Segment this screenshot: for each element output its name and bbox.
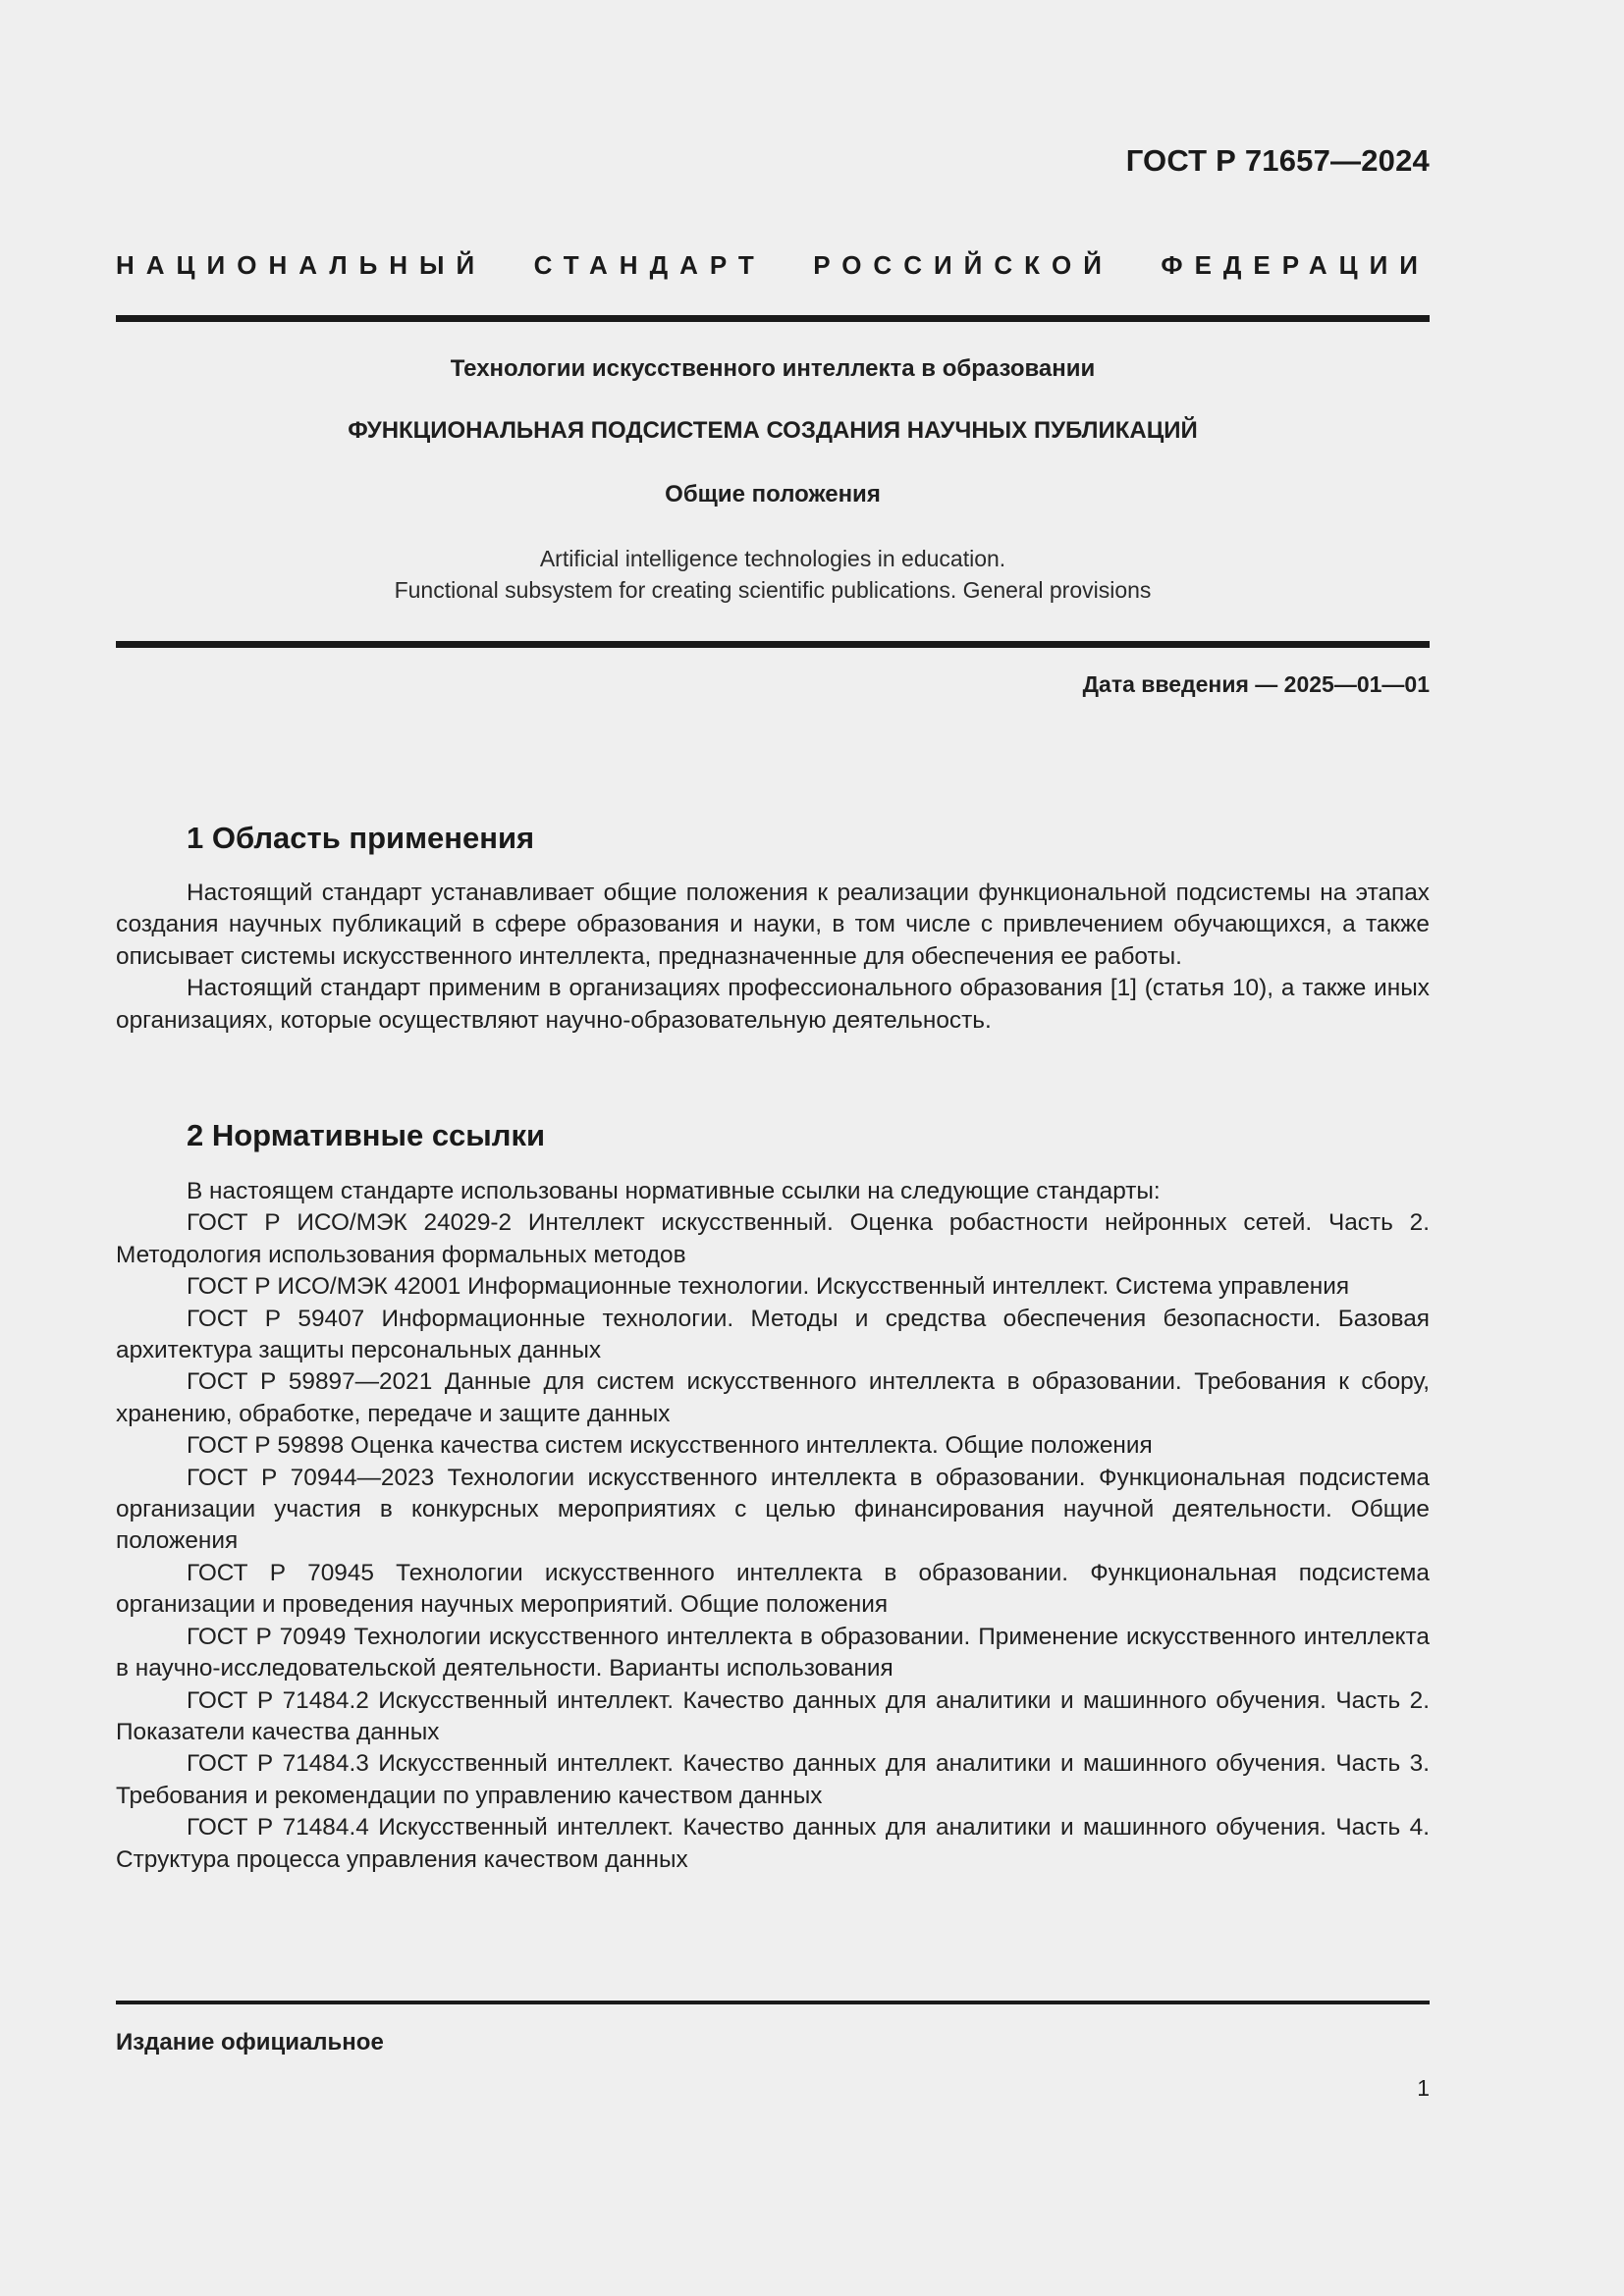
title-caps: ФУНКЦИОНАЛЬНАЯ ПОДСИСТЕМА СОЗДАНИЯ НАУЧНЫХ ПУБЛИКАЦИЙ <box>348 417 1198 444</box>
section-body <box>116 1176 1430 1876</box>
reference-item: ГОСТ Р 71484.3 Искусственный интеллект. Качество данных для аналитики и машинного обучения. Часть 3. Требования и рекомендации по управлению качеством данных <box>116 1750 1430 1809</box>
section-body <box>116 878 1430 1037</box>
footer-divider <box>116 2001 1430 2004</box>
reference-item: ГОСТ Р 70944—2023 Технологии искусственного интеллекта в образовании. Функциональная подсистема организации участия в конкурсных мероприятиях с целью финансирования научной деятельности. Общие положения <box>116 1464 1430 1555</box>
title-english-line: Artificial intelligence technologies in education. <box>539 546 1006 571</box>
banner-word: ФЕДЕРАЦИИ <box>1161 250 1430 280</box>
title-main: Технологии искусственного интеллекта в образовании <box>450 355 1096 382</box>
paragraph: Настоящий стандарт устанавливает общие положения к реализации функциональной подсистемы на этапах создания научных публикаций в сфере образования и науки, в том числе с привлечением обучающихся, а также описывает системы искусственного интеллекта, предназначенные для обеспечения ее работы. <box>116 880 1430 970</box>
reference-item: ГОСТ Р 70945 Технологии искусственного интеллекта в образовании. Функциональная подсистема организации и проведения научных мероприятий. Общие положения <box>116 1559 1430 1619</box>
gost-number: ГОСТ Р 71657—2024 <box>1125 143 1430 178</box>
reference-item: ГОСТ Р 59898 Оценка качества систем искусственного интеллекта. Общие положения <box>187 1432 1153 1460</box>
title-sub: Общие положения <box>665 481 881 507</box>
reference-item: ГОСТ Р 71484.2 Искусственный интеллект. Качество данных для аналитики и машинного обучения. Часть 2. Показатели качества данных <box>116 1686 1430 1745</box>
paragraph: В настоящем стандарте использованы нормативные ссылки на следующие стандарты: <box>187 1178 1161 1204</box>
reference-item: ГОСТ Р 70949 Технологии искусственного интеллекта в образовании. Применение искусственного интеллекта в научно-исследовательской деятельности. Варианты использования <box>116 1623 1430 1682</box>
page-number: 1 <box>1417 2075 1430 2101</box>
reference-item: ГОСТ Р 71484.4 Искусственный интеллект. Качество данных для аналитики и машинного обучения. Часть 4. Структура процесса управления качеством данных <box>116 1814 1430 1873</box>
reference-item: ГОСТ Р 59407 Информационные технологии. Методы и средства обеспечения безопасности. Базовая архитектура защиты персональных данных <box>116 1305 1430 1364</box>
banner-word: РОССИЙСКОЙ <box>813 250 1113 280</box>
title-divider <box>116 641 1430 648</box>
document-page <box>116 0 1430 2296</box>
banner-word: СТАНДАРТ <box>533 250 766 280</box>
official-edition-label: Издание официальное <box>116 2029 384 2056</box>
title-english-line: Functional subsystem for creating scientific publications. General provisions <box>394 577 1152 603</box>
reference-item: ГОСТ Р ИСО/МЭК 24029-2 Интеллект искусственный. Оценка робастности нейронных сетей. Часть 2. Методология использования формальных методов <box>116 1209 1430 1268</box>
introduction-date: Дата введения — 2025—01—01 <box>1082 671 1430 697</box>
title-english <box>116 543 1430 606</box>
reference-item: ГОСТ Р 59897—2021 Данные для систем искусственного интеллекта в образовании. Требования к сбору, хранению, обработке, передаче и защите данных <box>116 1368 1430 1427</box>
banner-word: НАЦИОНАЛЬНЫЙ <box>116 250 487 280</box>
standard-banner <box>116 250 1430 281</box>
paragraph: Настоящий стандарт применим в организациях профессионального образования [1] (статья 10), а также иных организациях, которые осуществляют научно-образовательную деятельность. <box>116 975 1430 1034</box>
section-heading: 2 Нормативные ссылки <box>187 1118 546 1152</box>
section-heading: 1 Область применения <box>187 821 535 855</box>
top-divider <box>116 315 1430 322</box>
reference-item: ГОСТ Р ИСО/МЭК 42001 Информационные технологии. Искусственный интеллект. Система управления <box>187 1273 1350 1301</box>
